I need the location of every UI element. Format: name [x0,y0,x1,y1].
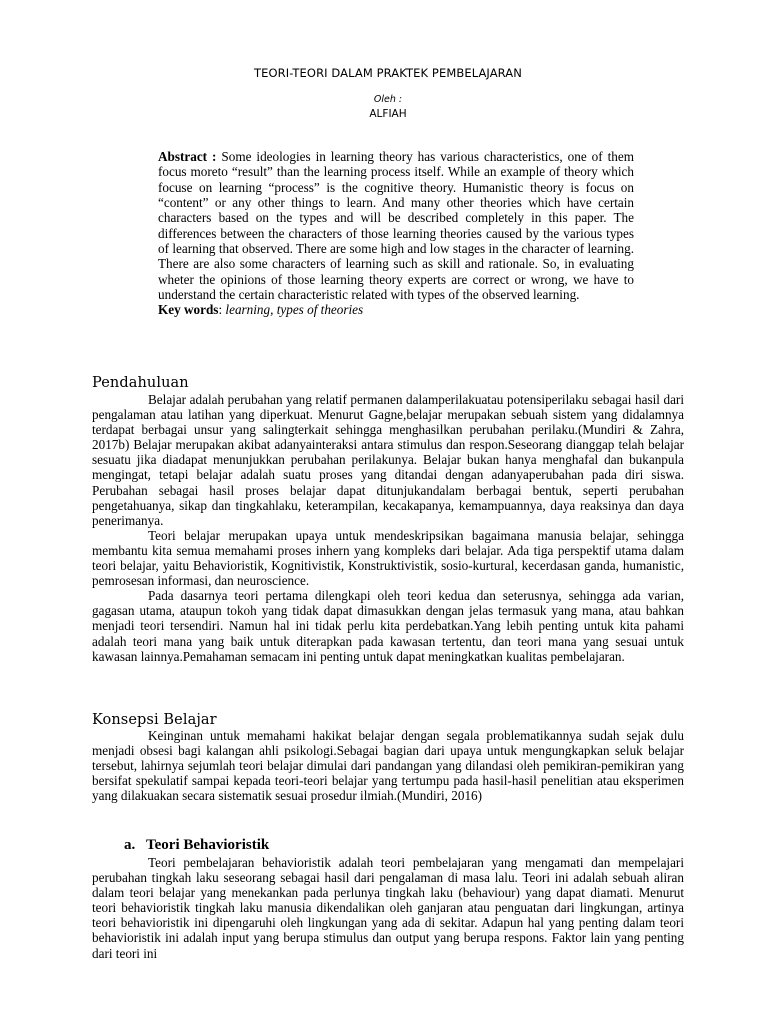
section-heading-konsepsi: Konsepsi Belajar [92,712,217,728]
subsection-title: Teori Behavioristik [146,837,270,853]
paragraph: Keinginan untuk memahami hakikat belajar dengan segala problematikannya sudah sejak dulu menjadi obsesi bagi kalangan ahli psikologi.Sebagai bagian dari upaya untuk mengungkapkan seluk belajar tersebut, lahirnya sejumlah teori belajar dimulai dari pandangan yang dilandasi oleh pemikiran-pemikiran yang bersifat spekulatif sampai kepada teori-teori belajar yang tertumpu pada hasil-hasil penelitian atau eksperimen yang dilakuakan secara sistematik sesuai prosedur ilmiah.(Mundiri, 2016) [92,728,684,804]
keywords-value: learning, types of theories [225,302,364,318]
section-body-konsepsi [92,728,684,803]
byline: Oleh : [373,94,403,105]
keywords [158,302,634,317]
author-name: ALFIAH [369,108,407,120]
subsection-number: a. [124,837,136,853]
paragraph: Belajar adalah perubahan yang relatif permanen dalamperilakuatau potensiperilaku sebagai hasil dari pengalaman atau latihan yang diperkuat. Menurut Gagne,belajar merupakan sebuah sistem yang didalamnya terdapat berbagai unsur yang salingterkait sehingga menghasilkan perubahan perilaku.(Mundiri & Zahra, 2017b) Belajar merupakan akibat adanyainteraksi antara stimulus dan respon.Seseorang dianggap telah belajar sesuatu jika diadapat menunjukkan perubahan perilakunya. Belajar bukan hanya menghafal dan bukanpula mengingat, tetapi belajar adalah suatu proses yang ditandai dengan adanyaperubahan pada diri siswa. Perubahan sebagai hasil proses belajar dapat ditunjukandalam berbagai bentuk, seperti perubahan pengetahuanya, sikap dan tingkahlaku, keterampilan, kecakapanya, kemampuannya, daya reaksinya dan daya penerimanya. [92,392,684,528]
paragraph: Teori belajar merupakan upaya untuk mendeskripsikan bagaimana manusia belajar, sehingga membantu kita semua memahami proses inhern yang kompleks dari belajar. Ada tiga perspektif utama dalam teori belajar, yaitu Behavioristik, Kognitivistik, Konstruktivistik, sosio-kurtural, kecerdasan ganda, humanistic, pemrosesan informasi, dan neuroscience. [92,527,684,589]
keywords-label: Key words [158,302,219,318]
paper-title: TEORI-TEORI DALAM PRAKTEK PEMBELAJARAN [254,66,522,80]
abstract-text: Some ideologies in learning theory has various characteristics, one of them focus moreto “result” than the learning process itself. While an example of theory which focuse on learning “process” is the cognitive theory. Humanistic theory is focus on “content” or any other things to learn. And many other theories which have certain characters based on the types and will be described completely in this paper. The differences between the characters of those learning theories caused by the various types of learning that observed. There are some high and low stages in the character of learning. There are also some characters of learning such as skill and rationale. So, in evaluating wheter the opinions of those learning theory experts are correct or wrong, we have to understand the certain characteristic related with types of the observed learning. [158,149,634,303]
section-heading-pendahuluan: Pendahuluan [92,375,189,391]
section-body-pendahuluan [92,392,684,664]
abstract-label: Abstract : [158,149,217,164]
paragraph: Pada dasarnya teori pertama dilengkapi oleh teori kedua dan seterusnya, sehingga ada varian, gagasan utama, ataupun tokoh yang tidak dapat dimasukkan dengan jelas termasuk yang mana, atau bahkan menjadi teori tersendiri. Namun hal ini tidak perlu kita perdebatkan.Yang lebih penting untuk kita pahami adalah teori mana yang baik untuk diterapkan pada kawasan tertentu, dan teori mana yang sesuai untuk kawasan lainnya.Pemahaman semacam ini penting untuk dapat meningkatkan kualitas pembelajaran. [92,588,684,664]
abstract [158,149,634,318]
section-body-behavioristik [92,855,684,961]
keywords-separator: : [218,302,226,318]
subsection-heading-behavioristik [124,837,269,854]
paragraph: Teori pembelajaran behavioristik adalah teori pembelajaran yang mengamati dan mempelajari perubahan tingkah laku seseorang sebagai hasil dari pengalaman di masa lalu. Teori ini adalah sebuah aliran dalam teori belajar yang menekankan pada perlunya tingkah laku (behaviour) yang dapat diamati. Menurut teori behavioristik tingkah laku manusia dikendalikan oleh ganjaran atau penguatan dari lingkungan, artinya teori behavioristik ini dipengaruhi oleh lingkungan yang ada di sekitar. Adapun hal yang penting dalam teori behavioristik ini adalah input yang berupa stimulus dan output yang berupa respons. Faktor lain yang penting dari teori ini [92,855,684,961]
